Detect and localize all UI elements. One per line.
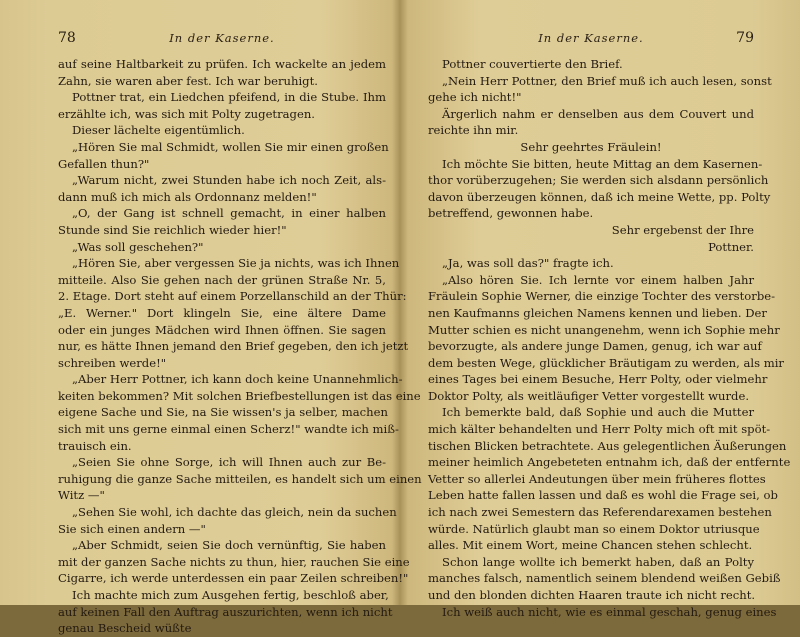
text-line: mich kälter behandelten und Herr Polty mich oft mit spöt- (428, 422, 771, 437)
text-line: Sehr geehrtes Fräulein! (520, 139, 662, 154)
text-line: Ich machte mich zum Ausgehen fertig, beschloß aber, (72, 588, 389, 602)
text-line: bevorzugte, als andere junge Damen, genug, ich war auf (428, 339, 762, 354)
text-line: nur, es hätte Ihnen jemand den Brief gegeben, den ich jetzt (58, 339, 409, 354)
text-line: „Hören Sie mal Schmidt, wollen Sie mir einen großen (72, 139, 389, 154)
text-line: dann muß ich mich als Ordonnanz melden!" (58, 189, 317, 204)
text-line: Vetter so allerlei Andeutungen über mein früheres flottes (428, 471, 766, 486)
left-page-number: 78 (58, 30, 76, 46)
text-line: „Seien Sie ohne Sorge, ich will Ihnen auch zur Be- (72, 455, 386, 470)
text-line: Pottner trat, ein Liedchen pfeifend, in die Stube. Ihm (72, 90, 386, 105)
text-line: auf keinen Fall den Auftrag auszurichten, wenn ich nicht (58, 604, 393, 619)
text-line: sich mit uns gerne einmal einen Scherz!" wandte ich miß- (58, 422, 399, 437)
text-line: Mutter schien es nicht unangenehm, wenn ich Sophie mehr (428, 322, 780, 337)
text-line: Fräulein Sophie Werner, die einzige Tochter des verstorbe- (428, 289, 776, 304)
text-line: nen Kaufmanns gleichen Namens kennen und lieben. Der (428, 305, 767, 320)
text-line: trauisch ein. (58, 438, 132, 453)
text-line: thor vorüberzugehen; Sie werden sich alsdann persönlich (428, 173, 769, 188)
right-running-header (428, 30, 754, 50)
text-line: mit der ganzen Sache nichts zu thun, hier, rauchen Sie eine (58, 554, 410, 569)
text-line: keiten bekommen? Mit solchen Briefbestellungen ist das eine (58, 388, 421, 403)
text-line: Pottner couvertierte den Brief. (442, 57, 623, 71)
text-line: „Aber Herr Pottner, ich kann doch keine Unannehmlich- (72, 372, 403, 387)
text-line: eigene Sache und Sie, na Sie wissen's ja selber, machen (58, 405, 388, 420)
text-line: Sehr ergebenst der Ihre (611, 222, 754, 237)
text-line: „O, der Gang ist schnell gemacht, in einer halben (72, 206, 386, 221)
text-line: alles. Mit einem Wort, meine Chancen stehen schlecht. (428, 538, 753, 553)
text-line: „Aber Schmidt, seien Sie doch vernünftig, Sie haben (72, 538, 386, 553)
text-line: eines Tages bei einem Besuche, Herr Polty, oder vielmehr (428, 372, 768, 387)
text-line: Doktor Polty, als weitläufiger Vetter vorgestellt wurde. (428, 388, 750, 403)
text-line: und den blonden dichten Haaren traute ich nicht recht. (428, 588, 756, 602)
text-line: erzählte ich, was sich mit Polty zugetragen. (58, 106, 315, 121)
text-line: Cigarre, ich werde unterdessen ein paar Zeilen schreiben!" (58, 571, 409, 586)
text-line: Witz —" (58, 488, 105, 503)
text-line: Ich weiß auch nicht, wie es einmal geschah, genug eines (442, 604, 777, 619)
text-line: Pottner. (708, 239, 754, 254)
text-line: „Sehen Sie wohl, ich dachte das gleich, nein da suchen (72, 505, 397, 520)
text-line: würde. Natürlich glaubt man so einem Doktor utriusque (428, 521, 760, 536)
right-page-text (428, 56, 791, 620)
text-line: Stunde sind Sie reichlich wieder hier!" (58, 222, 287, 237)
text-line: manches falsch, namentlich seinem blendend weißen Gebiß (428, 571, 781, 586)
text-line: tischen Blicken betrachtete. Aus gelegentlichen Äußerungen (428, 438, 787, 453)
text-line: gehe ich nicht!" (428, 90, 522, 105)
right-running-head-title: In der Kaserne. (538, 31, 644, 45)
text-line: betreffend, gewonnen habe. (428, 206, 594, 221)
text-line: „Nein Herr Pottner, den Brief muß ich auch lesen, sonst (442, 73, 772, 88)
text-line: reichte ihn mir. (428, 123, 519, 138)
text-line: Ich möchte Sie bitten, heute Mittag an dem Kasernen- (442, 156, 763, 171)
left-running-head-title: In der Kaserne. (169, 31, 275, 45)
text-line: oder ein junges Mädchen wird Ihnen öffnen. Sie sagen (58, 322, 386, 337)
text-line: dem besten Wege, glücklicher Bräutigam zu werden, als mir (428, 355, 784, 370)
text-line: auf seine Haltbarkeit zu prüfen. Ich wackelte an jedem (58, 57, 386, 71)
text-line: 2. Etage. Dort steht auf einem Porzellanschild an der Thür: (58, 289, 407, 304)
text-line: mitteile. Also Sie gehen nach der grünen Straße Nr. 5, (58, 272, 386, 287)
text-line: Dieser lächelte eigentümlich. (72, 123, 245, 138)
text-line: davon überzeugen können, daß ich meine Wette, pp. Polty (428, 189, 771, 204)
text-line: Gefallen thun?" (58, 156, 150, 171)
text-line: ich nach zwei Semestern das Referendarexamen bestehen (428, 505, 772, 520)
text-line: Ich bemerkte bald, daß Sophie und auch die Mutter (442, 405, 754, 420)
text-line: „Was soll geschehen?" (72, 239, 204, 254)
text-line: „Warum nicht, zwei Stunden habe ich noch Zeit, als- (72, 173, 386, 188)
text-line: Zahn, sie waren aber fest. Ich war beruhigt. (58, 73, 318, 88)
left-page-text (58, 56, 422, 637)
text-line: Schon lange wollte ich bemerkt haben, daß an Polty (442, 554, 754, 569)
text-line: ruhigung die ganze Sache mitteilen, es handelt sich um einen (58, 471, 422, 486)
text-line: genau Bescheid wüßte (58, 621, 192, 636)
text-line: Leben hatte fallen lassen und daß es wohl die Frage sei, ob (428, 488, 778, 503)
text-line: Sie sich einen andern —" (58, 521, 206, 536)
text-line: „Hören Sie, aber vergessen Sie ja nichts, was ich Ihnen (72, 256, 400, 271)
text-line: meiner heimlich Angebeteten entnahm ich, daß der entfernte (428, 455, 791, 470)
text-line: „Also hören Sie. Ich lernte vor einem halben Jahr (442, 272, 754, 287)
text-line: „Ja, was soll das?" fragte ich. (442, 256, 614, 271)
text-line: „E. Werner." Dort klingeln Sie, eine ältere Dame (58, 305, 386, 320)
text-line: schreiben werde!" (58, 355, 167, 370)
text-line: Ärgerlich nahm er denselben aus dem Couvert und (442, 106, 754, 121)
right-page (400, 0, 800, 619)
left-running-header (58, 30, 386, 50)
right-page-number: 79 (736, 30, 754, 46)
